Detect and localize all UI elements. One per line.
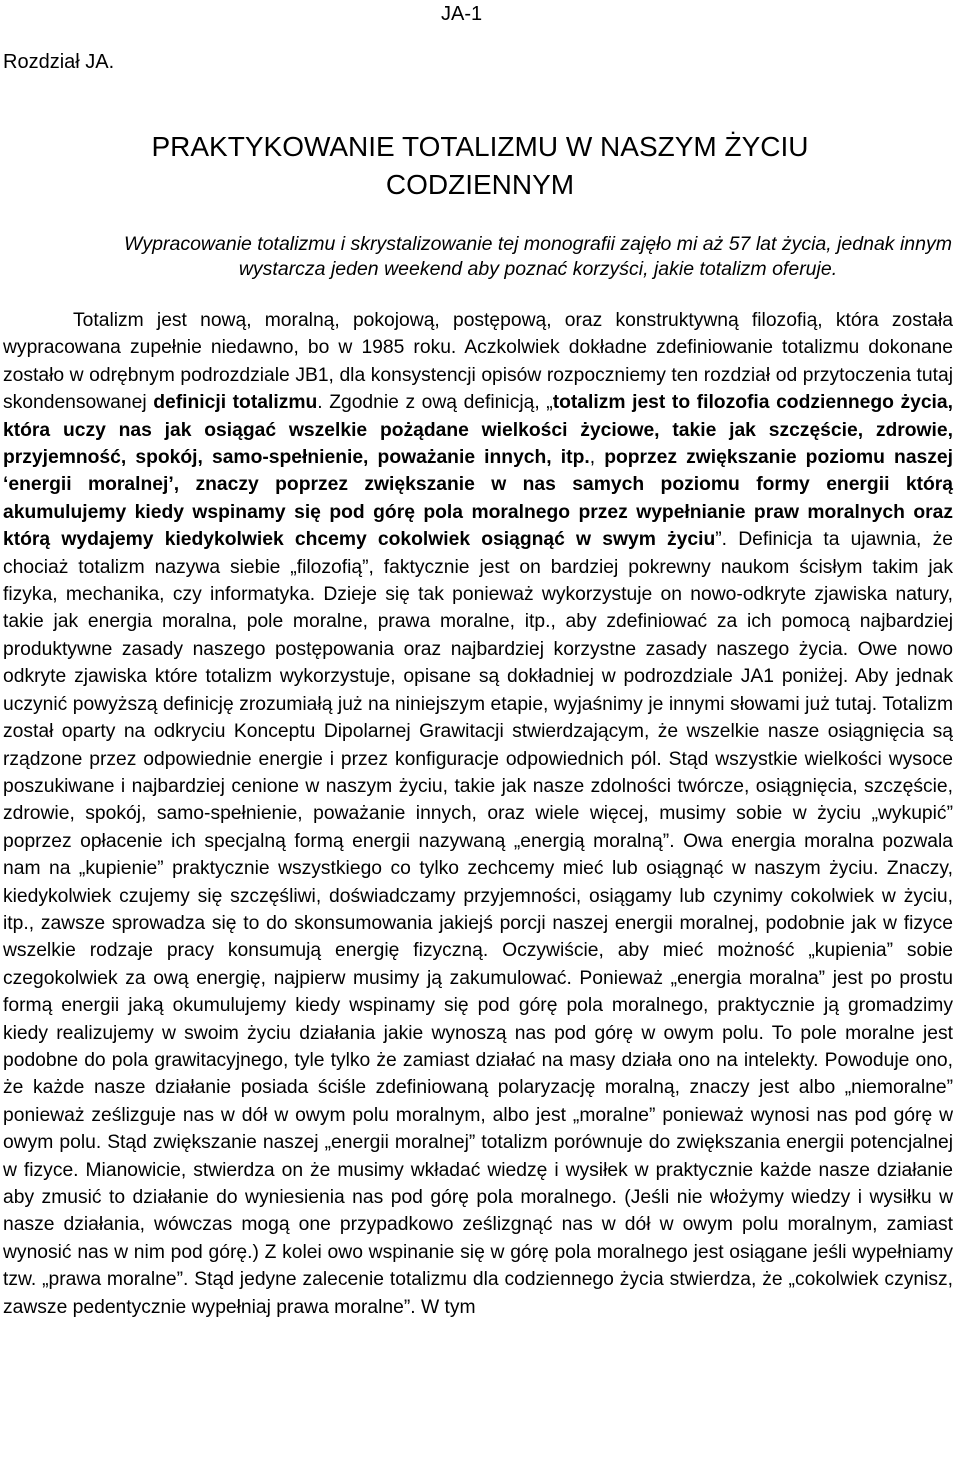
body-bold-3: poprzez zwiększanie poziomu naszej ‘energii moralnej’, znaczy poprzez zwiększanie w nas samych poziomu formy energii którą akumulujemy kiedy wspinamy się pod górę pola moralnego przez wypełnianie praw moralnych oraz którą wydajemy kiedykolwiek chcemy cokolwiek osiągnąć w swym życiu [3, 447, 953, 551]
body-paragraph [3, 307, 953, 1321]
body-text-3: , [589, 447, 605, 469]
title-line-1: PRAKTYKOWANIE TOTALIZMU W NASZYM ŻYCIU [151, 131, 809, 162]
motto: Wypracowanie totalizmu i skrystalizowanie tej monografii zajęło mi aż 57 lat życia, jednak innym wystarcza jeden weekend aby poznać korzyści, jakie totalizm oferuje. [123, 233, 952, 280]
body-text-2: . Zgodnie z ową definicją, „ [317, 392, 553, 414]
title-line-2: CODZIENNYM [385, 169, 575, 200]
page-title [0, 128, 960, 204]
body-bold-2: totalizm jest to filozofia codziennego życia, która uczy nas jak osiągać wszelkie pożądane wielkości życiowe, takie jak szczęście, zdrowie, przyjemność, spokój, samo-spełnienie, poważanie innych, itp. [3, 392, 953, 469]
body-text-1: Totalizm jest nową, moralną, pokojową, postępową, oraz konstruktywną filozofią, która została wypracowana zupełnie niedawno, bo w 1985 roku. Aczkolwiek dokładne zdefiniowanie totalizmu dokonane zostało w odrębnym podrozdziale JB1, dla konsystencji opisów rozpoczniemy ten rozdział od przytoczenia tutaj skondensowanej [3, 310, 953, 414]
chapter-label: Rozdział JA. [3, 51, 115, 73]
body-text-4: ”. Definicja ta ujawnia, że chociaż totalizm nazywa siebie „filozofią”, faktycznie jest on bardziej pokrewny naukom ścisłym takim jak fizyka, mechanika, czy informatyka. Dzieje się tak ponieważ wykorzystuje on nowo-odkryte zjawiska natury, takie jak energia moralna, pole moralne, prawa moralne, itp., aby zdefiniować za ich pomocą najbardziej produktywne zasady naszego postępowania oraz najbardziej korzystne zasady naszego życia. Owe nowo odkryte zjawiska które totalizm wykorzystuje, opisane są dokładniej w podrozdziale JA1 poniżej. Aby jednak uczynić powyższą definicję zrozumiałą już na niniejszym etapie, wyjaśnimy je innymi słowami już tutaj. Totalizm został oparty na odkryciu Konceptu Dipolarnej Grawitacji stwierdzającym, że wszelkie nasze osiągnięcia są rządzone przez odpowiednie energie i przez konfiguracje odpowiednich pól. Stąd wszystkie wielkości wysoce poszukiwane i najbardziej cenione w naszym życiu, takie jak nasze zdolności twórcze, osiągnięcia, szczęście, zdrowie, spokój, samo-spełnienie, poważanie innych, oraz wiele więcej, musimy sobie w życiu „wykupić” poprzez opłacenie ich specjalną formą energii nazywaną „energią moralną”. Owa energia moralna pozwala nam na „kupienie” praktycznie wszystkiego co tylko zechcemy mieć lub osiągnąć w naszym życiu. Znaczy, kiedykolwiek czujemy się szczęśliwi, doświadczamy przyjemności, osiągamy lub czynimy cokolwiek w życiu, itp., zawsze sprowadza się to do skonsumowania jakiejś porcji naszej energii moralnej, podobnie jak w fizyce wszelkie rodzaje pracy konsumują energię fizyczną. Oczywiście, aby mieć możność „kupienia” sobie czegokolwiek za ową energię, najpierw musimy ją zakumulować. Ponieważ „energia moralna” jest po prostu formą energii jaką okumulujemy kiedy wspinamy się pod górę pola moralnego, praktycznie ją gromadzimy kiedy realizujemy w swoim życiu działania jakie wynoszą nas pod górę w owym polu. To pole moralne jest podobne do pola grawitacyjnego, tyle tylko że zamiast działać na masy działa ono na intelekty. Powoduje ono, że każde nasze działanie posiada ściśle zdefiniowaną polaryzację moralną, znaczy jest albo „niemoralne” ponieważ ześlizguje nas w dół w owym polu moralnym, albo jest „moralne” ponieważ wynosi nas pod górę w owym polu. Stąd zwiększanie naszej „energii moralnej” totalizm porównuje do zwiększania energii potencjalnej w fizyce. Mianowicie, stwierdza on że musimy wkładać wiedzę i wysiłek w praktycznie każde nasze działanie aby zmusić to działanie do wyniesienia nas pod górę pola moralnego. (Jeśli nie włożymy wiedzy i wysiłku w nasze działania, wówczas mogą one przypadkowo ześlizgnąć nas w dół w owym polu moralnym, zamiast wynosić nas w nim pod górę.) Z kolei owo wspinanie się w górę pola moralnego jest osiągane jeśli wypełniamy tzw. „prawa moralne”. Stąd jedyne zalecenie totalizmu dla codziennego życia stwierdza, że „cokolwiek czynisz, zawsze pedentycznie wypełniaj prawa moralne”. W tym [3, 529, 953, 1318]
page-number: JA-1 [441, 3, 483, 25]
body-bold-1: definicji totalizmu [153, 392, 318, 414]
